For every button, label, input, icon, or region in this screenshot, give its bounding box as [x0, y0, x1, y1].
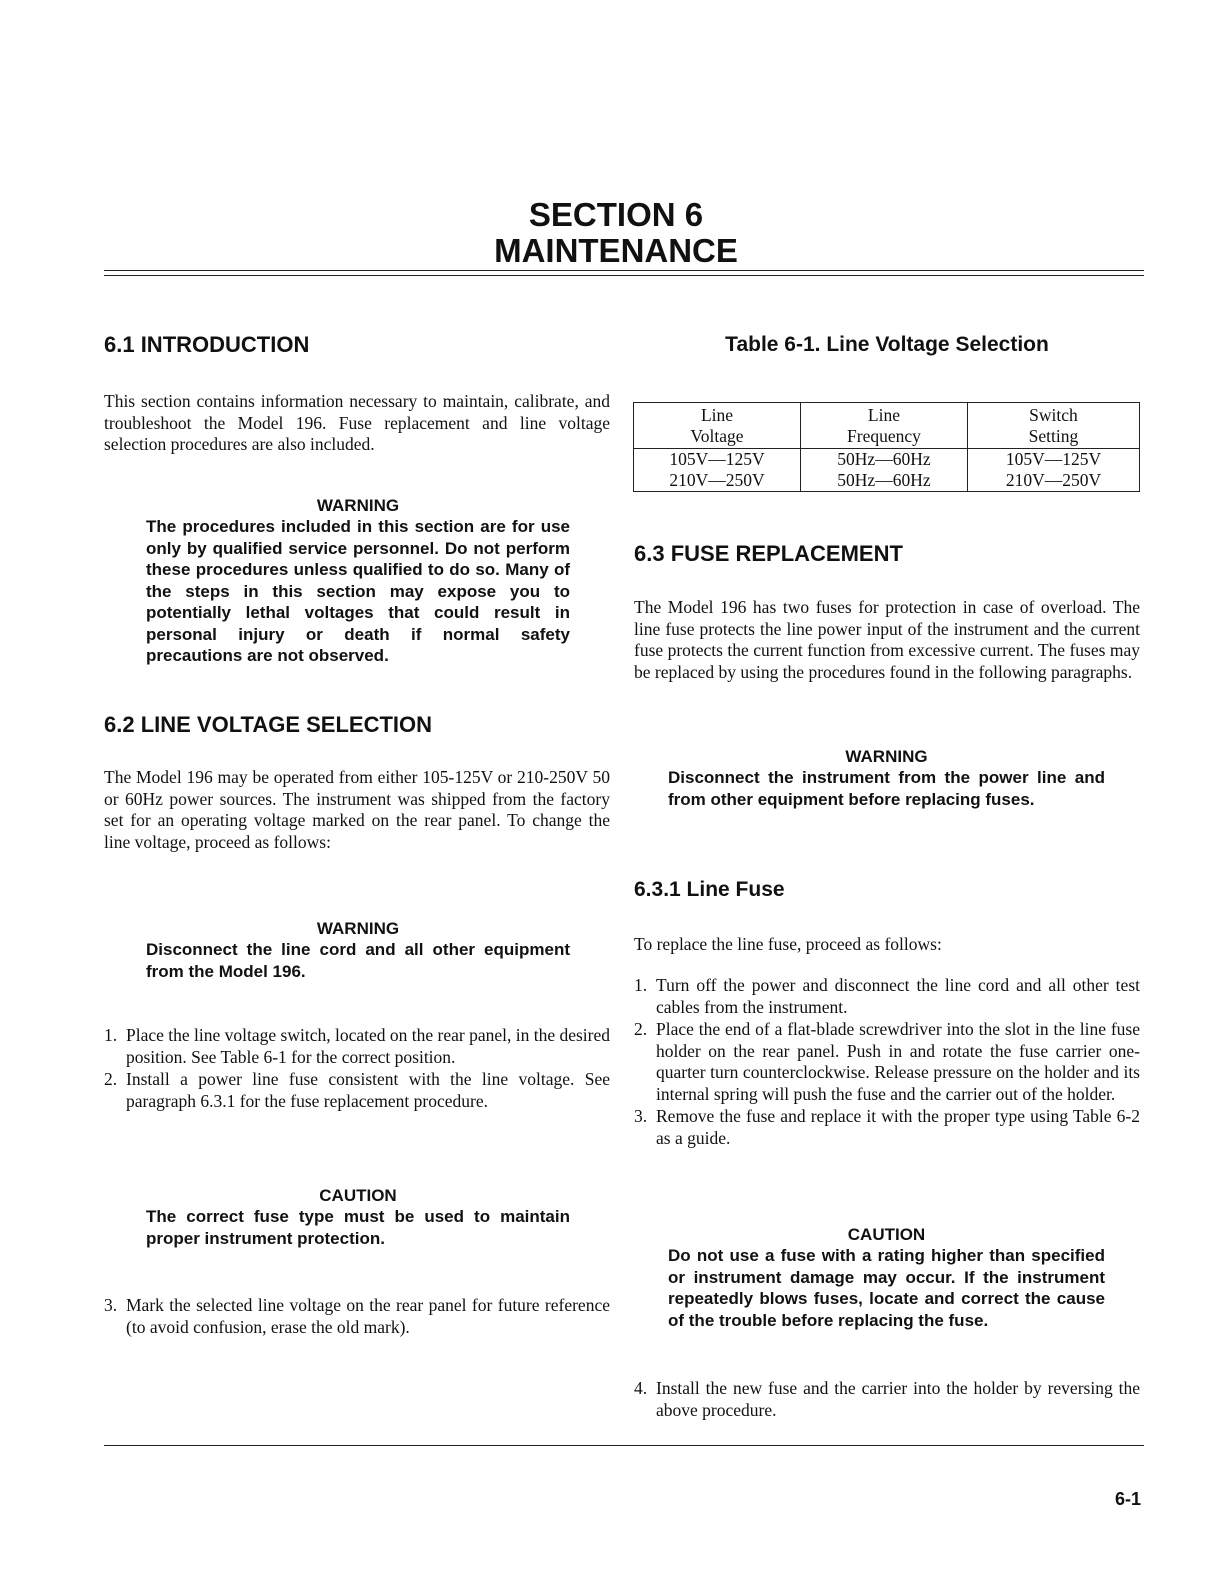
heading-6-2: 6.2 LINE VOLTAGE SELECTION — [104, 712, 433, 737]
list-item: 4. Install the new fuse and the carrier into the holder by reversing the above procedure. — [634, 1378, 1140, 1420]
table-row — [634, 470, 1140, 492]
section-number: SECTION 6 — [528, 196, 704, 233]
heading-6-3-1: 6.3.1 Line Fuse — [634, 878, 785, 901]
list-item: 1. Turn off the power and disconnect the line cord and all other test cables from the instrument. — [634, 975, 1140, 1017]
table-cell: 210V—250V — [634, 470, 801, 492]
line-fuse-intro: To replace the line fuse, proceed as follows: — [634, 934, 942, 954]
footer-rule — [104, 1445, 1144, 1446]
list-item: 3. Mark the selected line voltage on the rear panel for future reference (to avoid confusion, erase the old mark). — [104, 1295, 610, 1337]
list-item: 2. Place the end of a flat-blade screwdriver into the slot in the line fuse holder on the rear panel. Push in and rotate the fuse carrier one-quarter turn counterclockwise. Release pressure on the holder and its internal spring will push the fuse and the carrier out of the holder. — [634, 1019, 1140, 1104]
fuse-replacement-paragraph: The Model 196 has two fuses for protection in case of overload. The line fuse protects the line power input of the instrument and the current fuse protects the current function from excessive current. The fuses may be replaced by using the procedures found in the following paragraphs. — [634, 597, 1140, 682]
table-cell: 50Hz—60Hz — [800, 470, 967, 492]
line-fuse-step-4 — [634, 1378, 1140, 1422]
list-item: 2. Install a power line fuse consistent with the line voltage. See paragraph 6.3.1 for the fuse replacement procedure. — [104, 1069, 610, 1111]
title-double-rule — [104, 270, 1144, 276]
table-header-cell: Line Voltage — [634, 403, 801, 449]
table-cell: 105V—125V — [967, 449, 1139, 471]
warning-title: WARNING — [845, 747, 928, 766]
caution-title: CAUTION — [319, 1186, 397, 1205]
table-cell: 210V—250V — [967, 470, 1139, 492]
warning-text: The procedures included in this section are for use only by qualified service personnel. Do not perform these procedures unless qualified to do so. Many of the steps in this section may expose you to potentially lethal voltages that could result in personal injury or death if normal safety precautions are not observed. — [146, 517, 570, 665]
line-voltage-steps — [104, 1025, 610, 1113]
warning-box-1 — [146, 495, 570, 667]
table-row — [634, 449, 1140, 471]
table-header-cell: Line Frequency — [800, 403, 967, 449]
table-title: Table 6-1. Line Voltage Selection — [725, 333, 1049, 356]
table-cell: 50Hz—60Hz — [800, 449, 967, 471]
table-header-row — [634, 403, 1140, 449]
warning-text: Disconnect the line cord and all other equipment from the Model 196. — [146, 940, 570, 981]
heading-6-3: 6.3 FUSE REPLACEMENT — [634, 541, 903, 566]
page-number: 6-1 — [1114, 1489, 1141, 1509]
section-title: MAINTENANCE — [494, 232, 738, 269]
warning-box-3 — [668, 746, 1105, 810]
table-cell: 105V—125V — [634, 449, 801, 471]
caution-text: Do not use a fuse with a rating higher than specified or instrument damage may occur. If the instrument repeatedly blows fuses, locate and correct the cause of the trouble before replacing the fuse. — [668, 1246, 1105, 1330]
line-voltage-paragraph: The Model 196 may be operated from either 105-125V or 210-250V 50 or 60Hz power sources. The instrument was shipped from the factory set for an operating voltage marked on the rear panel. To change the line voltage, proceed as follows: — [104, 767, 610, 852]
line-voltage-step-3 — [104, 1295, 610, 1339]
line-fuse-steps — [634, 975, 1140, 1150]
caution-title: CAUTION — [847, 1225, 926, 1244]
intro-paragraph: This section contains information necessary to maintain, calibrate, and troubleshoot the Model 196. Fuse replacement and line voltage selection procedures are also included. — [104, 391, 610, 454]
warning-title: WARNING — [316, 919, 400, 938]
list-item: 1. Place the line voltage switch, located on the rear panel, in the desired position. See Table 6-1 for the correct position. — [104, 1025, 610, 1067]
caution-box-2 — [668, 1224, 1105, 1331]
list-item: 3. Remove the fuse and replace it with the proper type using Table 6-2 as a guide. — [634, 1106, 1140, 1148]
section-title-block — [0, 197, 1232, 269]
caution-text: The correct fuse type must be used to maintain proper instrument protection. — [146, 1207, 570, 1248]
warning-text: Disconnect the instrument from the power line and from other equipment before replacing fuses. — [668, 768, 1105, 809]
warning-title: WARNING — [316, 496, 400, 515]
warning-box-2 — [146, 918, 570, 982]
line-voltage-table — [633, 402, 1140, 492]
table-header-cell: Switch Setting — [967, 403, 1139, 449]
caution-box-1 — [146, 1185, 570, 1249]
heading-6-1: 6.1 INTRODUCTION — [104, 332, 310, 357]
